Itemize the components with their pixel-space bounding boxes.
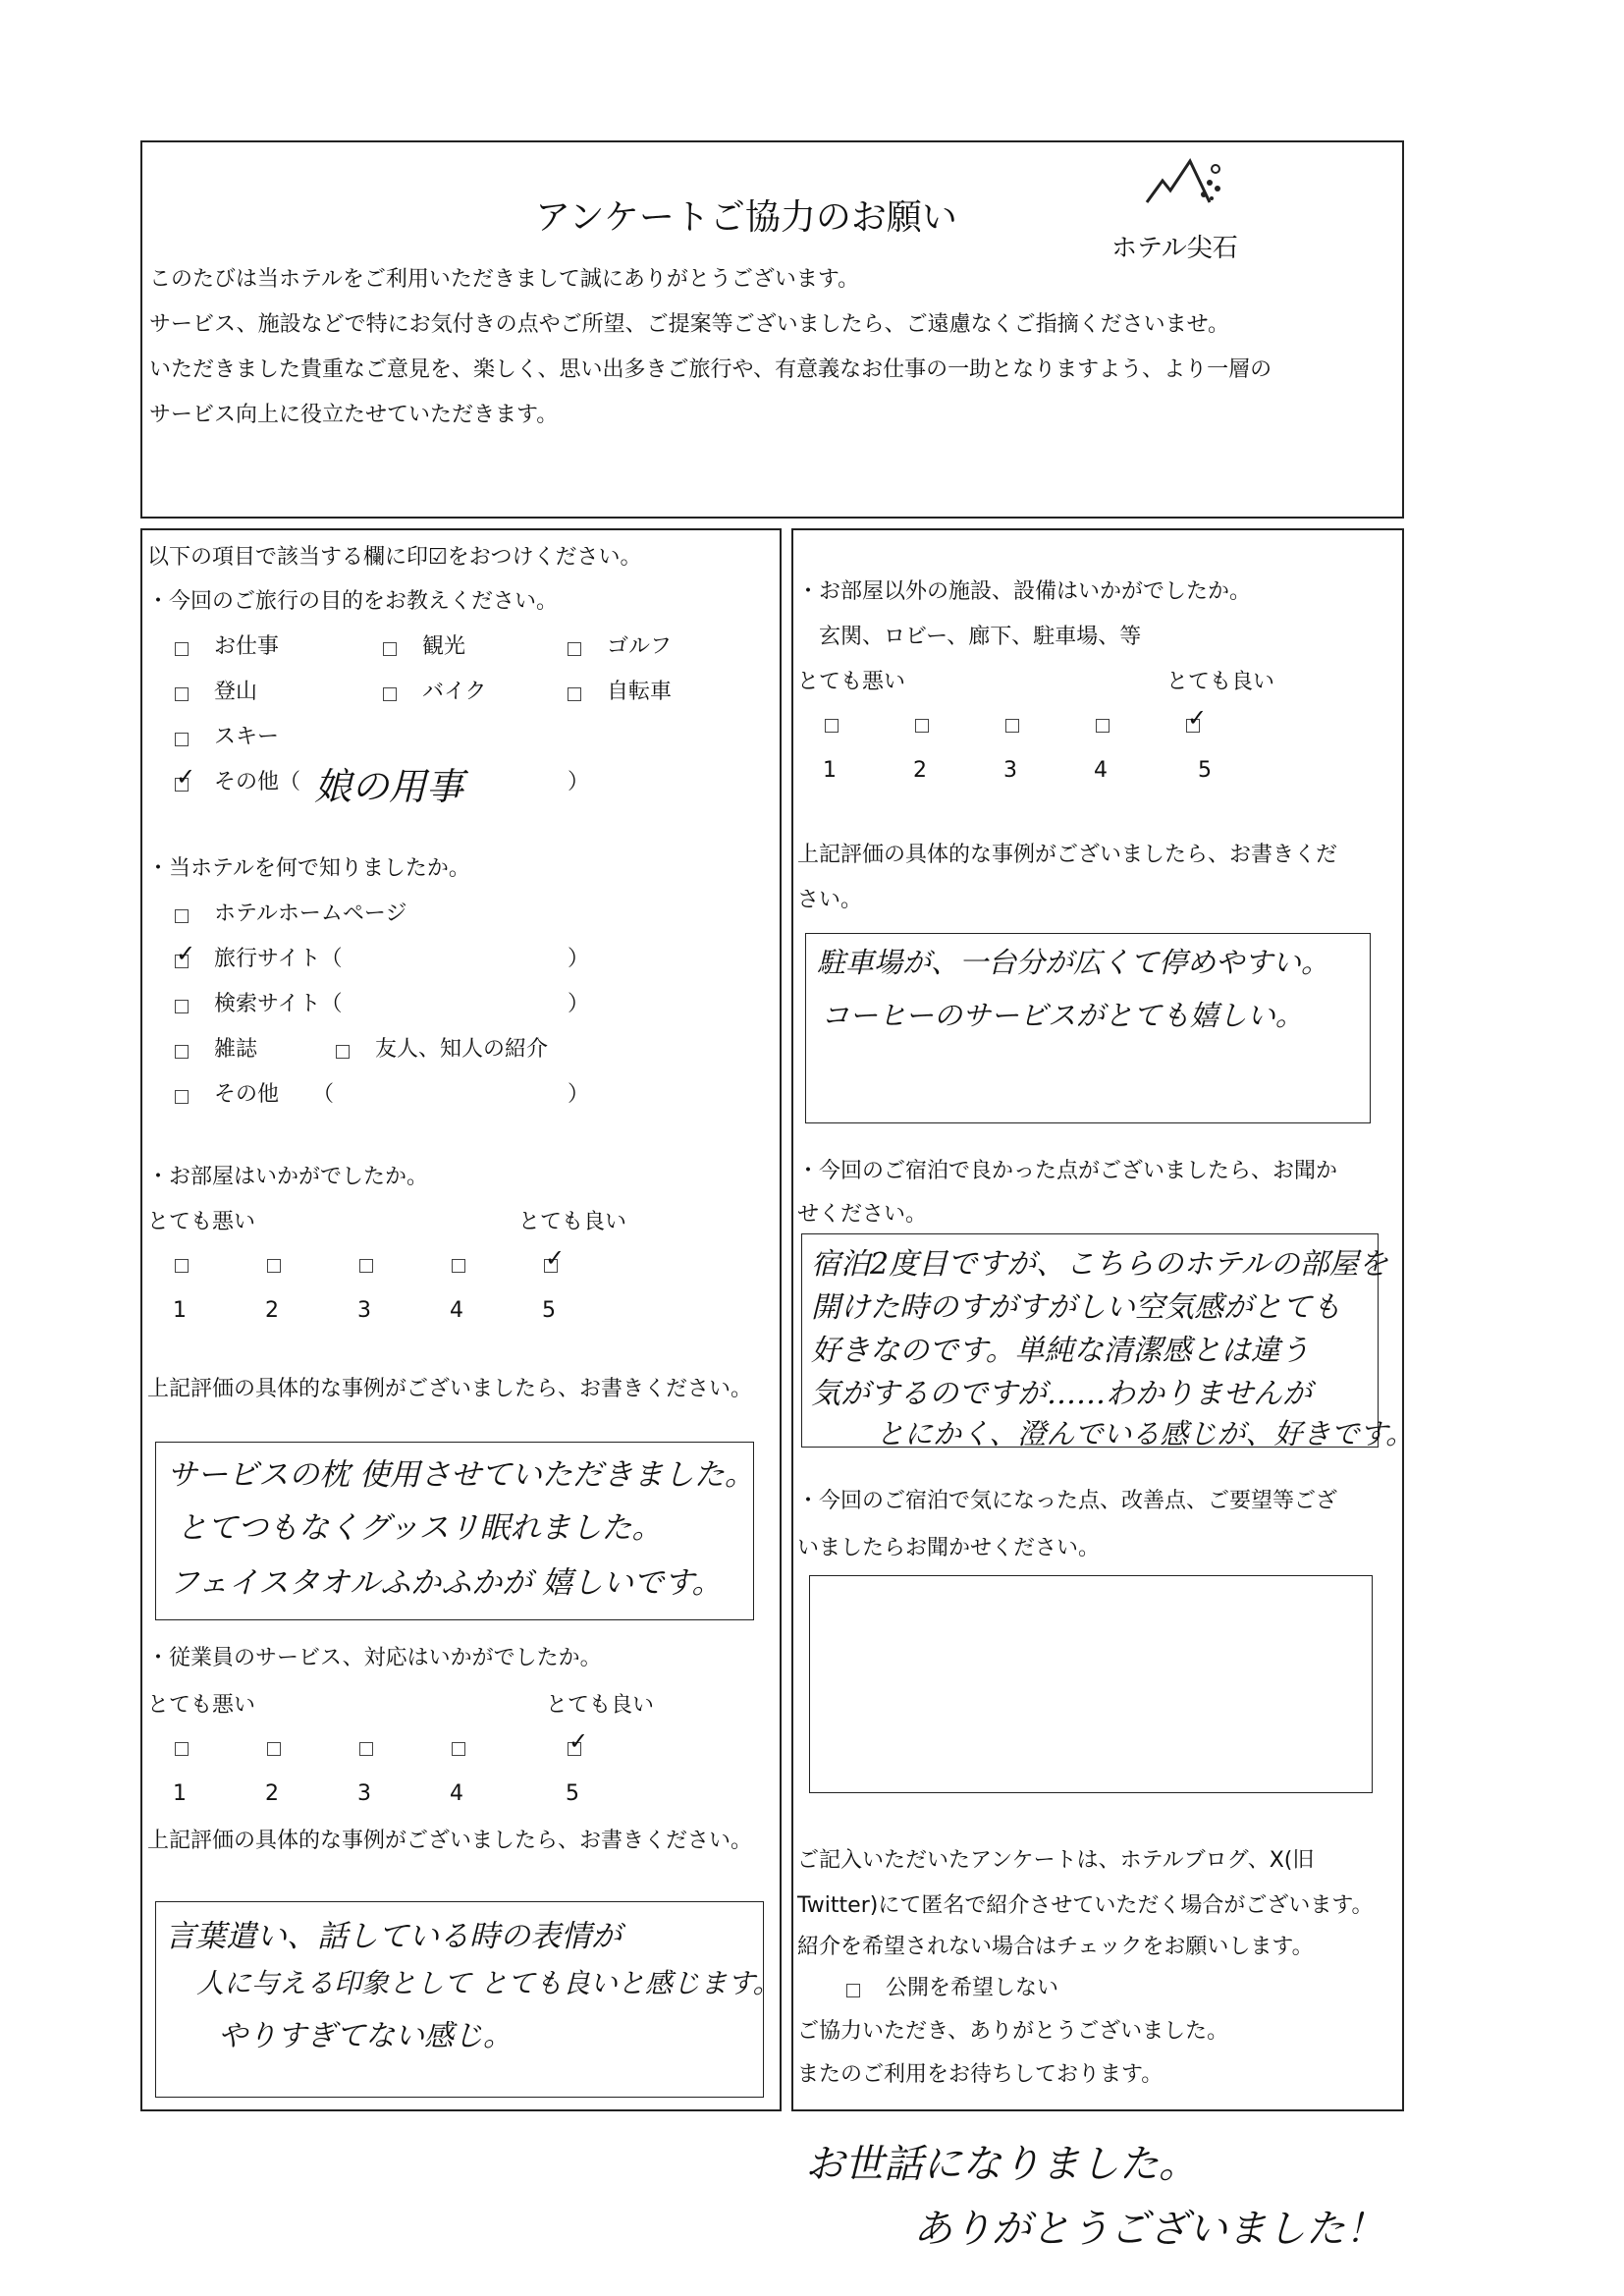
page-title: アンケートご協力のお願い [535, 197, 957, 238]
q1-other-handwritten: 娘の用事 [314, 765, 464, 808]
q1-other-close: ） [568, 770, 590, 794]
intro-line-3: いただきました貴重なご意見を、楽しく、思い出多きご旅行や、有意義なお仕事の一助となりますよう、より一層の [149, 357, 1272, 382]
q3-rating-1-checkbox[interactable] [175, 1259, 189, 1273]
q1-option-bicycle: 自転車 [607, 680, 673, 704]
q3-rating-4-label: 4 [450, 1298, 463, 1323]
q3-examples-label: 上記評価の具体的な事例がございましたら、お書きください。 [147, 1377, 753, 1401]
q3-rating-5-label: 5 [542, 1298, 556, 1323]
q1-option-bicycle-checkbox[interactable] [568, 687, 581, 701]
q4-bad-label: とても悪い [147, 1693, 256, 1718]
q3-rating-1-label: 1 [173, 1298, 187, 1323]
footer-line-3: 紹介を希望されない場合はチェックをお願いします。 [797, 1935, 1314, 1959]
footer-line-2: Twitter)にて匿名で紹介させていただく場合がございます。 [797, 1893, 1374, 1918]
q6-comment-line-5: とにかく、澄んでいる感じが、好きです。 [876, 1417, 1415, 1450]
q5-rating-2-checkbox[interactable] [915, 719, 929, 733]
q2-label: ・当ホテルを何で知りましたか。 [147, 856, 470, 881]
q4-comment-line-1: 言葉遣い、話している時の表情が [165, 1919, 622, 1954]
q5-bad-label: とても悪い [797, 670, 906, 694]
q5-rating-2-label: 2 [913, 758, 927, 783]
instruction: 以下の項目で該当する欄に印☑をおつけください。 [147, 545, 642, 570]
hotel-logo [1100, 147, 1247, 265]
q5-good-label: とても良い [1166, 670, 1275, 694]
intro-line-1: このたびは当ホテルをご利用いただきまして誠にありがとうございます。 [149, 267, 860, 292]
q2-option-other: その他 [214, 1082, 280, 1107]
footer-again: またのご利用をお待ちしております。 [797, 2062, 1164, 2087]
handwritten-note-line-2: ありがとうございました！ [913, 2207, 1384, 2252]
q4-rating-4-label: 4 [450, 1781, 463, 1806]
q7-label-2: いましたらお聞かせください。 [797, 1536, 1101, 1560]
q2-option-homepage: ホテルホームページ [214, 902, 407, 926]
no-publish-label: 公開を希望しない [886, 1976, 1059, 2000]
q4-comment-line-3: やりすぎてない感じ。 [218, 2019, 513, 2053]
intro-line-4: サービス向上に役立たせていただきます。 [149, 403, 559, 427]
q4-rating-2-label: 2 [265, 1781, 279, 1806]
q7-comment-box[interactable] [809, 1575, 1373, 1793]
q3-rating-3-checkbox[interactable] [359, 1259, 373, 1273]
footer-line-1: ご記入いただいたアンケートは、ホテルブログ、X(旧 [797, 1848, 1315, 1873]
q1-option-golf: ゴルフ [607, 634, 673, 659]
q4-examples-label: 上記評価の具体的な事例がございましたら、お書きください。 [147, 1829, 753, 1853]
q3-bad-label: とても悪い [147, 1210, 256, 1234]
q5-comment-line-2: コーヒーのサービスがとても嬉しい。 [821, 999, 1304, 1032]
q4-label: ・従業員のサービス、対応はいかがでしたか。 [147, 1646, 602, 1670]
q2-option-referral: 友人、知人の紹介 [375, 1037, 549, 1062]
q5-sub: 玄関、ロビー、廊下、駐車場、等 [819, 625, 1142, 649]
q1-option-bike-checkbox[interactable] [383, 687, 397, 701]
q1-option-work: お仕事 [214, 634, 280, 659]
q2-option-travel-site: 旅行サイト（ [214, 947, 343, 971]
q5-label: ・お部屋以外の施設、設備はいかがでしたか。 [797, 579, 1252, 604]
q5-rating-3-checkbox[interactable] [1005, 719, 1019, 733]
q6-comment-line-4: 気がするのですが……わかりませんが [811, 1377, 1312, 1411]
q4-rating-2-checkbox[interactable] [267, 1742, 281, 1756]
q3-rating-3-label: 3 [357, 1298, 371, 1323]
q3-good-label: とても良い [518, 1210, 627, 1234]
q4-rating-1-checkbox[interactable] [175, 1742, 189, 1756]
q2-option-travel-site-checkbox[interactable] [175, 955, 189, 968]
q4-rating-5-checkbox[interactable] [568, 1742, 581, 1756]
q1-option-ski-checkbox[interactable] [175, 733, 189, 746]
q2-option-search-site: 検索サイト（ [214, 992, 343, 1016]
q2-other-close: ） [568, 1082, 590, 1107]
q4-rating-4-checkbox[interactable] [452, 1742, 465, 1756]
q1-option-climbing-checkbox[interactable] [175, 687, 189, 701]
q4-rating-3-label: 3 [357, 1781, 371, 1806]
q5-rating-5-checkbox[interactable] [1186, 719, 1200, 733]
q5-rating-4-label: 4 [1094, 758, 1108, 783]
logo-text: ホテル尖石 [1111, 234, 1238, 263]
q3-comment-line-3: フェイスタオルふかふかが 嬉しいです。 [169, 1565, 723, 1601]
q3-label: ・お部屋はいかがでしたか。 [147, 1165, 429, 1189]
footer-thanks: ご協力いただき、ありがとうございました。 [797, 2019, 1229, 2044]
q5-rating-3-label: 3 [1003, 758, 1017, 783]
q1-option-bike: バイク [422, 680, 487, 704]
q5-rating-1-checkbox[interactable] [825, 719, 839, 733]
q1-option-ski: スキー [214, 725, 280, 749]
q5-examples-label-1: 上記評価の具体的な事例がございましたら、お書きくだ [797, 843, 1338, 867]
q4-good-label: とても良い [546, 1693, 655, 1718]
q2-option-homepage-checkbox[interactable] [175, 909, 189, 923]
q5-examples-label-2: さい。 [797, 888, 863, 912]
q3-rating-5-checkbox[interactable] [544, 1259, 558, 1273]
q4-comment-line-2: 人に与える印象として とても良いと感じます。 [196, 1967, 781, 1999]
q2-option-search-site-checkbox[interactable] [175, 1000, 189, 1013]
q1-label: ・今回のご旅行の目的をお教えください。 [147, 589, 559, 614]
q6-comment-line-1: 宿泊2度目ですが、こちらのホテルの部屋を [811, 1247, 1388, 1282]
q1-option-golf-checkbox[interactable] [568, 642, 581, 656]
q2-travel-site-close: ） [568, 947, 590, 971]
q2-search-site-close: ） [568, 992, 590, 1016]
q2-option-magazine-checkbox[interactable] [175, 1045, 189, 1059]
q3-comment-line-2: とてつもなくグッスリ眠れました。 [177, 1510, 663, 1546]
q1-option-work-checkbox[interactable] [175, 642, 189, 656]
q6-label-2: せください。 [797, 1202, 928, 1227]
q2-other-open: （ [312, 1082, 335, 1107]
q6-comment-line-2: 開けた時のすがすがしい空気感がとても [811, 1290, 1341, 1325]
q5-rating-4-checkbox[interactable] [1096, 719, 1110, 733]
q5-rating-5-label: 5 [1198, 758, 1212, 783]
q2-option-magazine: 雑誌 [214, 1037, 258, 1062]
q3-rating-2-label: 2 [265, 1298, 279, 1323]
q5-comment-line-1: 駐車場が、一台分が広くて停めやすい。 [817, 946, 1330, 979]
q6-label-1: ・今回のご宿泊で良かった点がございましたら、お聞か [797, 1159, 1338, 1183]
handwritten-note-line-1: お世話になりました。 [805, 2142, 1198, 2187]
q2-option-other-checkbox[interactable] [175, 1090, 189, 1104]
q4-rating-5-label: 5 [566, 1781, 579, 1806]
q2-option-referral-checkbox[interactable] [336, 1045, 350, 1059]
q1-option-sightseeing: 観光 [422, 634, 466, 659]
intro-line-2: サービス、施設などで特にお気付きの点やご所望、ご提案等ございましたら、ご遠慮なくご指摘くださいませ。 [149, 312, 1230, 337]
q1-option-other-checkbox[interactable] [175, 778, 189, 792]
q3-rating-4-checkbox[interactable] [452, 1259, 465, 1273]
q1-option-other: その他（ [214, 770, 301, 794]
mountain-logo-icon [1100, 147, 1247, 226]
no-publish-checkbox[interactable] [846, 1984, 860, 1997]
q1-option-sightseeing-checkbox[interactable] [383, 642, 397, 656]
q4-rating-3-checkbox[interactable] [359, 1742, 373, 1756]
q3-comment-line-1: サービスの枕 使用させていただきました。 [167, 1457, 755, 1493]
q4-rating-1-label: 1 [173, 1781, 187, 1806]
q1-option-climbing: 登山 [214, 680, 258, 704]
q3-rating-2-checkbox[interactable] [267, 1259, 281, 1273]
q6-comment-line-3: 好きなのです。単純な清潔感とは違う [811, 1334, 1310, 1368]
q7-label-1: ・今回のご宿泊で気になった点、改善点、ご要望等ござ [797, 1489, 1338, 1513]
q5-rating-1-label: 1 [823, 758, 837, 783]
